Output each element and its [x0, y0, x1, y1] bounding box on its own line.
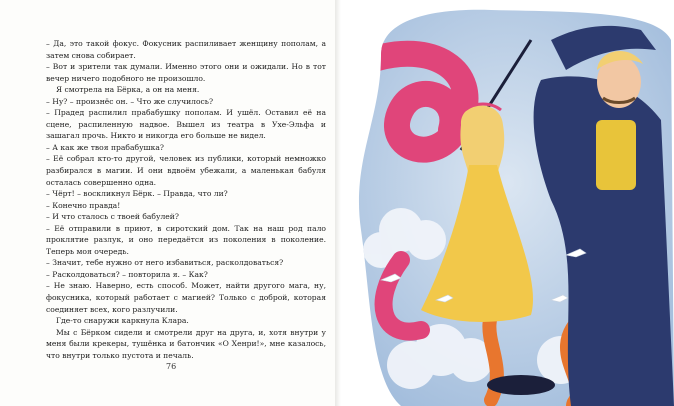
story-text: [46, 38, 326, 361]
paragraph: – Значит, тебе нужно от него избавиться, расколдоваться?: [46, 258, 284, 268]
paragraph: – А как же твоя прабабушка?: [46, 142, 164, 152]
paragraph: Я смотрела на Бёрка, а он на меня.: [56, 85, 200, 95]
magician-vest: [596, 120, 636, 190]
paragraph: – Конечно правда!: [46, 200, 121, 210]
paragraph: – Прадед распилил прабабушку пополам. И ушёл. Оставил её на сцене, распиленную надвое. Вышел из театра в Ухе-Эльфа и зашагал прочь. Никто и никогда его больше не видел.: [46, 108, 326, 141]
top-hat: [487, 375, 555, 395]
illustration-art: [341, 0, 674, 406]
paragraph: – Не знаю. Наверно, есть способ. Может, найти другого мага, ну, фокусника, который работает с магией? Только с доброй, которая соединяет всех, кого разлучили.: [46, 281, 326, 314]
paragraph: – Её собрал кто-то другой, человек из публики, который немножко разбирался в магии. И они вдвоём убежали, а маленькая бабуля осталась совершенно одна.: [46, 154, 326, 187]
paragraph: – Вот и зрители так думали. Именно этого они и ожидали. Но в тот вечер ничего подобного не произошло.: [46, 62, 326, 83]
left-page: [0, 0, 335, 406]
page-number: 76: [166, 362, 177, 371]
paragraph: – Её отправили в приют, в сиротский дом. Так на наш род пало проклятие разлук, и оно передаётся из поколения в поколение. Теперь моя очередь.: [46, 223, 326, 256]
paragraph: Мы с Бёрком сидели и смотрели друг на друга, и, хотя внутри у меня были крекеры, тушёнка и батончик «О Хенри!», мне казалось, что внутри только пустота и печаль.: [46, 327, 326, 360]
paragraph: Где-то снаружи каркнула Клара.: [56, 316, 189, 326]
paragraph: – Расколдоваться? – повторила я. – Как?: [46, 269, 208, 279]
paragraph: – Да, это такой фокус. Фокусник распиливает женщину пополам, а затем снова собирает.: [46, 39, 326, 60]
paragraph: – Ну? – произнёс он. – Что же случилось?: [46, 96, 214, 106]
paragraph: – Чёрт! – воскликнул Бёрк. – Правда, что ли?: [46, 189, 228, 199]
paragraph: – И что сталось с твоей бабулей?: [46, 212, 179, 222]
magician-illustration: [341, 0, 674, 406]
